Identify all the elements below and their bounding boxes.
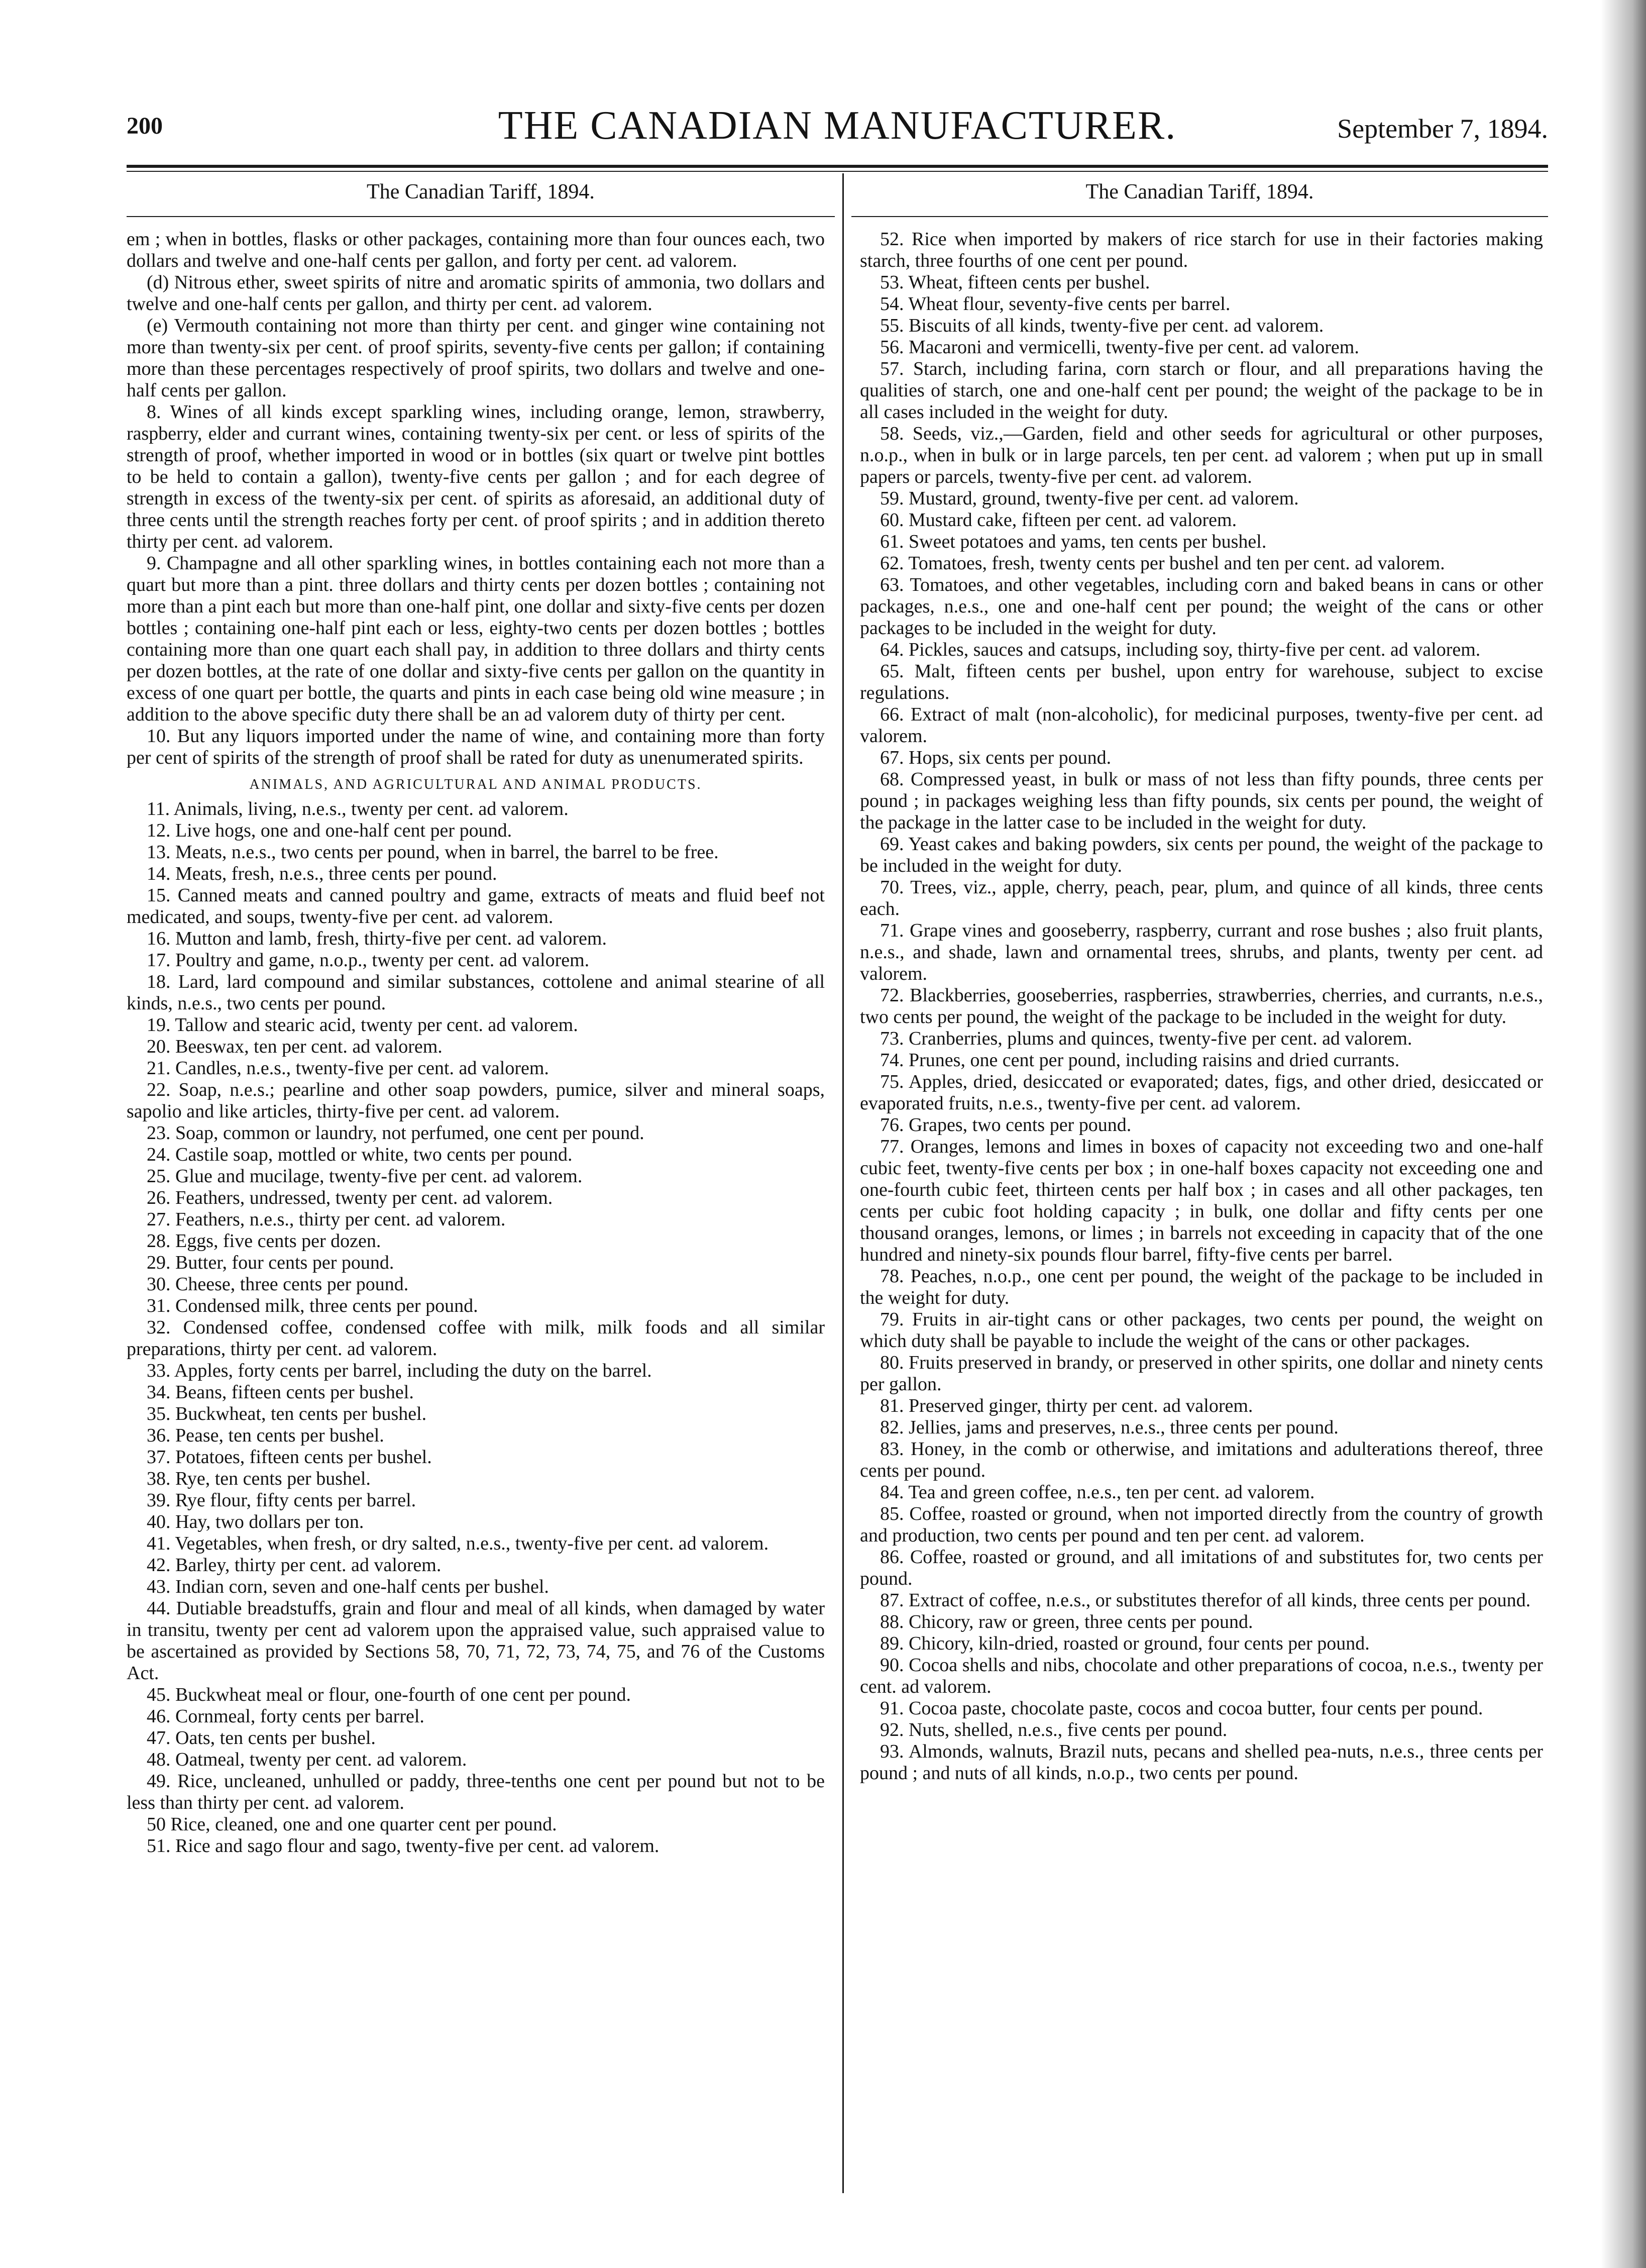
tariff-item: 30. Cheese, three cents per pound. [147,1274,409,1295]
tariff-item: 75. Apples, dried, desiccated or evaporated; dates, figs, and other dried, desiccated or evaporated fruits, n.e.s., twenty-five per cent. ad valorem. [860,1071,1543,1114]
tariff-item: 89. Chicory, kiln-dried, roasted or ground, four cents per pound. [880,1633,1370,1654]
tariff-item: 18. Lard, lard compound and similar substances, cottolene and animal stearine of all kinds, n.e.s., two cents per pound. [127,971,825,1014]
issue-date: September 7, 1894. [1337,114,1548,144]
tariff-item: 64. Pickles, sauces and catsups, including soy, thirty-five per cent. ad valorem. [880,639,1481,660]
tariff-item: 59. Mustard, ground, twenty-five per cent. ad valorem. [880,488,1299,509]
tariff-item: 81. Preserved ginger, thirty per cent. ad valorem. [880,1395,1253,1416]
tariff-item: 70. Trees, viz., apple, cherry, peach, pear, plum, and quince of all kinds, three cents each. [860,877,1543,919]
left-column [127,229,825,1857]
tariff-item: 53. Wheat, fifteen cents per bushel. [880,272,1150,293]
tariff-item: 40. Hay, two dollars per ton. [147,1511,364,1532]
tariff-item: 79. Fruits in air-tight cans or other packages, two cents per pound, the weight on which duty shall be payable to include the weight of the cans or other packages. [860,1309,1543,1352]
tariff-item: 87. Extract of coffee, n.e.s., or substitutes therefor of all kinds, three cents per pound. [880,1590,1531,1611]
tariff-item: 82. Jellies, jams and preserves, n.e.s., three cents per pound. [880,1417,1339,1438]
tariff-item: 31. Condensed milk, three cents per pound. [147,1295,478,1316]
scan-shadow-edge [1601,0,1646,2268]
paragraph: (d) Nitrous ether, sweet spirits of nitre and aromatic spirits of ammonia, two dollars and twelve and one-half cents per gallon, and thirty per cent. ad valorem. [127,272,825,315]
tariff-item: 83. Honey, in the comb or otherwise, and imitations and adulterations thereof, three cents per pound. [860,1438,1543,1481]
tariff-item: 73. Cranberries, plums and quinces, twenty-five per cent. ad valorem. [880,1028,1412,1049]
tariff-item: 29. Butter, four cents per pound. [147,1252,394,1273]
tariff-item: 45. Buckwheat meal or flour, one-fourth of one cent per pound. [147,1684,631,1705]
page-number: 200 [127,113,163,139]
tariff-item: 52. Rice when imported by makers of rice starch for use in their factories making starch, three fourths of one cent per pound. [860,229,1543,271]
tariff-item: 49. Rice, uncleaned, unhulled or paddy, three-tenths one cent per pound but not to be less than thirty per cent. ad valorem. [127,1771,825,1813]
tariff-item: 25. Glue and mucilage, twenty-five per cent. ad valorem. [147,1166,583,1187]
tariff-item: 36. Pease, ten cents per bushel. [147,1425,384,1446]
paragraph: em ; when in bottles, flasks or other packages, containing more than four ounces each, two dollars and twelve and one-half cents per gallon, and forty per cent. ad valorem. [127,229,825,271]
column-head-rule-right [851,216,1548,217]
paragraph: (e) Vermouth containing not more than thirty per cent. and ginger wine containing not more than twenty-six per cent. of proof spirits, seventy-five cents per gallon; if containing more than these percentages respectively of proof spirits, two dollars and twelve and one-half cents per gallon. [127,315,825,401]
masthead-rule-thick [127,165,1548,168]
paragraph: 10. But any liquors imported under the name of wine, and containing more than forty per cent of spirits of the strength of proof shall be rated for duty as unenumerated spirits. [127,726,825,768]
tariff-item: 47. Oats, ten cents per bushel. [147,1727,376,1748]
tariff-item: 74. Prunes, one cent per pound, including raisins and dried currants. [880,1050,1400,1071]
tariff-item: 71. Grape vines and gooseberry, raspberry, currant and rose bushes ; also fruit plants, n.e.s., and shade, lawn and ornamental trees, shrubs, and plants, twenty per cent. ad valorem. [860,920,1543,984]
tariff-item: 92. Nuts, shelled, n.e.s., five cents per pound. [880,1719,1228,1740]
tariff-item: 43. Indian corn, seven and one-half cents per bushel. [147,1576,549,1597]
tariff-item: 21. Candles, n.e.s., twenty-five per cent. ad valorem. [147,1058,549,1079]
tariff-item: 22. Soap, n.e.s.; pearline and other soap powders, pumice, silver and mineral soaps, sapolio and like articles, thirty-five per cent. ad valorem. [127,1079,825,1122]
tariff-item: 26. Feathers, undressed, twenty per cent. ad valorem. [147,1187,553,1208]
tariff-item-list [127,798,825,1857]
tariff-item: 84. Tea and green coffee, n.e.s., ten per cent. ad valorem. [880,1482,1315,1503]
tariff-item: 17. Poultry and game, n.o.p., twenty per cent. ad valorem. [147,950,590,971]
tariff-item: 39. Rye flour, fifty cents per barrel. [147,1490,416,1511]
tariff-item: 88. Chicory, raw or green, three cents per pound. [880,1611,1253,1632]
right-column-heading: The Canadian Tariff, 1894. [1085,180,1314,203]
tariff-item: 69. Yeast cakes and baking powders, six cents per pound, the weight of the package to be included in the weight for duty. [860,834,1543,876]
tariff-item-list [860,229,1543,1784]
tariff-item: 55. Biscuits of all kinds, twenty-five per cent. ad valorem. [880,315,1324,336]
section-heading: ANIMALS, AND AGRICULTURAL AND ANIMAL PRODUCTS. [249,777,702,792]
tariff-item: 61. Sweet potatoes and yams, ten cents per bushel. [880,531,1267,552]
tariff-item: 27. Feathers, n.e.s., thirty per cent. ad valorem. [147,1209,506,1230]
tariff-item: 76. Grapes, two cents per pound. [880,1114,1132,1136]
tariff-item: 72. Blackberries, gooseberries, raspberries, strawberries, cherries, and currants, n.e.s., two cents per pound, the weight of the package to be included in the weight for duty. [860,985,1543,1027]
masthead [127,103,1548,163]
tariff-item: 35. Buckwheat, ten cents per bushel. [147,1403,427,1424]
tariff-item: 11. Animals, living, n.e.s., twenty per cent. ad valorem. [147,798,569,819]
left-column-continued-text [127,229,825,769]
tariff-item: 54. Wheat flour, seventy-five cents per barrel. [880,293,1231,315]
tariff-item: 63. Tomatoes, and other vegetables, including corn and baked beans in cans or other packages, n.e.s., one and one-half cent per pound; the weight of the cans or other packages to be included in the weight for duty. [860,574,1543,639]
tariff-item: 62. Tomatoes, fresh, twenty cents per bushel and ten per cent. ad valorem. [880,553,1445,574]
tariff-item: 80. Fruits preserved in brandy, or preserved in other spirits, one dollar and ninety cents per gallon. [860,1352,1543,1395]
right-column [860,229,1543,1784]
tariff-item: 66. Extract of malt (non-alcoholic), for medicinal purposes, twenty-five per cent. ad valorem. [860,704,1543,747]
tariff-item: 28. Eggs, five cents per dozen. [147,1230,381,1252]
tariff-item: 14. Meats, fresh, n.e.s., three cents per pound. [147,863,497,884]
tariff-item: 20. Beeswax, ten per cent. ad valorem. [147,1036,443,1057]
tariff-item: 58. Seeds, viz.,—Garden, field and other seeds for agricultural or other purposes, n.o.p., when in bulk or in large parcels, ten per cent. ad valorem ; when put up in small papers or parcels, twenty-five per cent. ad valorem. [860,423,1543,487]
tariff-item: 38. Rye, ten cents per bushel. [147,1468,371,1489]
tariff-item: 42. Barley, thirty per cent. ad valorem. [147,1555,442,1576]
tariff-item: 34. Beans, fifteen cents per bushel. [147,1382,414,1403]
tariff-item: 68. Compressed yeast, in bulk or mass of not less than fifty pounds, three cents per pound ; in packages weighing less than fifty pounds, six cents per pound, the weight of the package in the latter case to be included in the weight for duty. [860,769,1543,833]
tariff-item: 60. Mustard cake, fifteen per cent. ad valorem. [880,509,1237,531]
tariff-item: 48. Oatmeal, twenty per cent. ad valorem. [147,1749,467,1770]
tariff-item: 91. Cocoa paste, chocolate paste, cocos and cocoa butter, four cents per pound. [880,1698,1483,1719]
tariff-item: 86. Coffee, roasted or ground, and all imitations of and substitutes for, two cents per pound. [860,1547,1543,1589]
masthead-rule-thin [127,171,1548,172]
tariff-item: 44. Dutiable breadstuffs, grain and flour and meal of all kinds, when damaged by water in transitu, twenty per cent ad valorem upon the appraised value, such appraised value to be ascertained as provided by Sections 58, 70, 71, 72, 73, 74, 75, and 76 of the Customs Act. [127,1598,825,1684]
tariff-item: 13. Meats, n.e.s., two cents per pound, when in barrel, the barrel to be free. [147,842,719,863]
column-head-rule-left [127,216,835,217]
tariff-item: 16. Mutton and lamb, fresh, thirty-five per cent. ad valorem. [147,928,607,949]
tariff-item: 57. Starch, including farina, corn starch or flour, and all preparations having the qualities of starch, one and one-half cent per pound; the weight of the package to be in all cases included in the weight for duty. [860,358,1543,423]
tariff-item: 67. Hops, six cents per pound. [880,747,1112,768]
tariff-item: 41. Vegetables, when fresh, or dry salted, n.e.s., twenty-five per cent. ad valorem. [147,1533,769,1554]
left-column-heading: The Canadian Tariff, 1894. [367,180,595,203]
tariff-item: 33. Apples, forty cents per barrel, including the duty on the barrel. [147,1360,652,1381]
tariff-item: 93. Almonds, walnuts, Brazil nuts, pecans and shelled pea-nuts, n.e.s., three cents per pound ; and nuts of all kinds, n.o.p., two cents per pound. [860,1741,1543,1784]
tariff-item: 90. Cocoa shells and nibs, chocolate and other preparations of cocoa, n.e.s., twenty per cent. ad valorem. [860,1655,1543,1697]
paragraph: 8. Wines of all kinds except sparkling wines, including orange, lemon, strawberry, raspberry, elder and currant wines, containing twenty-six per cent. or less of spirits of the strength of proof, whether imported in wood or in bottles (six quart or twelve pint bottles to be held to contain a gallon), twenty-five cents per gallon ; and for each degree of strength in excess of the twenty-six per cent. of spirits as aforesaid, an additional duty of three cents until the strength reaches forty per cent. of proof spirits ; and in addition thereto thirty per cent. ad valorem. [127,401,825,552]
tariff-item: 32. Condensed coffee, condensed coffee with milk, milk foods and all similar preparations, thirty per cent. ad valorem. [127,1317,825,1360]
tariff-item: 37. Potatoes, fifteen cents per bushel. [147,1447,432,1468]
tariff-item: 15. Canned meats and canned poultry and game, extracts of meats and fluid beef not medicated, and soups, twenty-five per cent. ad valorem. [127,885,825,927]
paragraph: 9. Champagne and all other sparkling wines, in bottles containing each not more than a quart but more than a pint. three dollars and thirty cents per dozen bottles ; containing not more than a pint each but more than one-half pint, one dollar and sixty-five cents per dozen bottles ; containing one-half pint each or less, eighty-two cents per dozen bottles ; bottles containing more than one quart each shall pay, in addition to three dollars and thirty cents per dozen bottles, at the rate of one dollar and sixty-five cents per gallon on the quantity in excess of one quart per bottle, the quarts and pints in each case being old wine measure ; in addition to the above specific duty there shall be an ad valorem duty of thirty per cent. [127,553,825,725]
tariff-item: 46. Cornmeal, forty cents per barrel. [147,1706,424,1727]
tariff-item: 24. Castile soap, mottled or white, two cents per pound. [147,1144,573,1165]
tariff-item: 51. Rice and sago flour and sago, twenty-five per cent. ad valorem. [147,1835,660,1857]
tariff-item: 19. Tallow and stearic acid, twenty per cent. ad valorem. [147,1014,578,1036]
tariff-item: 85. Coffee, roasted or ground, when not imported directly from the country of growth and production, two cents per pound and ten per cent. ad valorem. [860,1503,1543,1546]
tariff-item: 78. Peaches, n.o.p., one cent per pound, the weight of the package to be included in the weight for duty. [860,1266,1543,1308]
journal-title: THE CANADIAN MANUFACTURER. [498,104,1177,148]
tariff-item: 77. Oranges, lemons and limes in boxes of capacity not exceeding two and one-half cubic feet, twenty-five cents per box ; in one-half boxes capacity not exceeding one and one-fourth cubic feet, thirteen cents per half box ; in cases and all other packages, ten cents per cubic foot holding capacity ; in bulk, one dollar and fifty cents per one thousand oranges, lemons, or limes ; in barrels not exceeding in capacity that of the one hundred and ninety-six pounds flour barrel, fifty-five cents per barrel. [860,1136,1543,1265]
tariff-item: 12. Live hogs, one and one-half cent per pound. [147,820,512,841]
tariff-item: 50 Rice, cleaned, one and one quarter cent per pound. [147,1814,557,1835]
column-divider [842,173,844,2193]
tariff-item: 56. Macaroni and vermicelli, twenty-five per cent. ad valorem. [880,337,1359,358]
tariff-item: 65. Malt, fifteen cents per bushel, upon entry for warehouse, subject to excise regulations. [860,661,1543,703]
tariff-item: 23. Soap, common or laundry, not perfumed, one cent per pound. [147,1122,644,1144]
